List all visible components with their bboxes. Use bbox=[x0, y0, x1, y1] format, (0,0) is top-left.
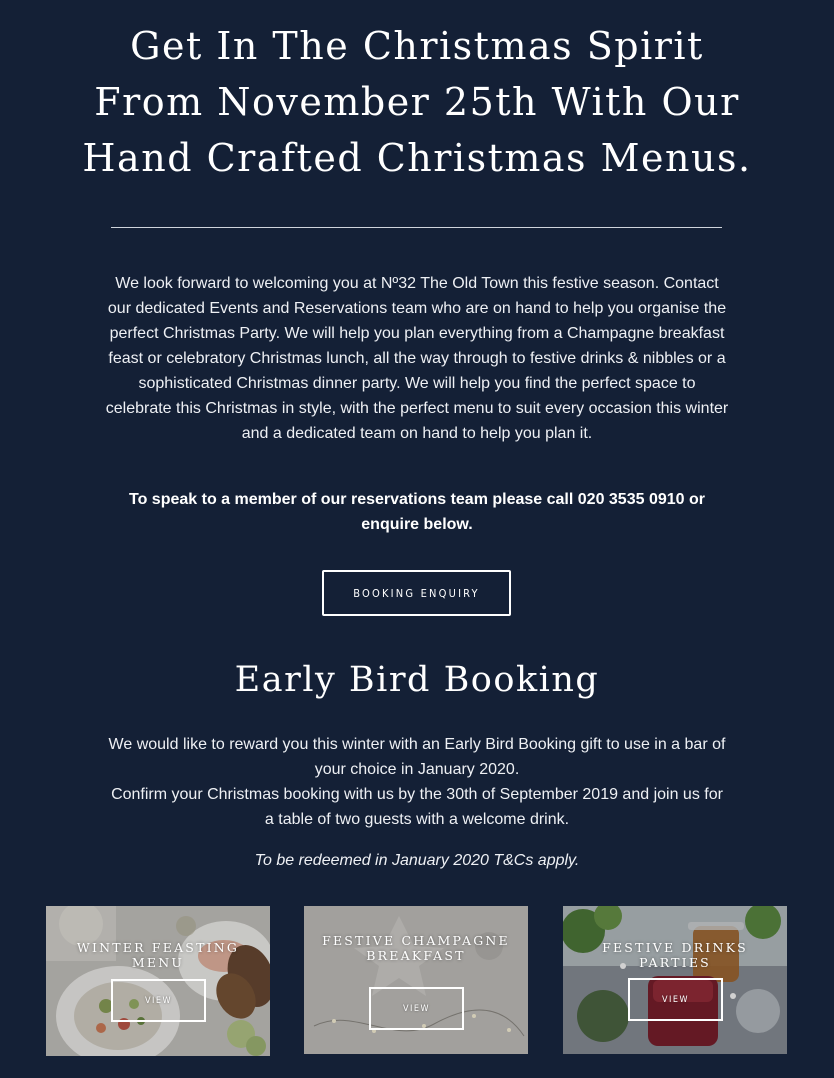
page-headline bbox=[60, 18, 774, 186]
section-divider bbox=[111, 227, 722, 228]
headline-line-1: Get In The Christmas Spirit bbox=[130, 24, 704, 68]
card-overlay bbox=[304, 906, 528, 1054]
booking-enquiry-button[interactable]: BOOKING ENQUIRY bbox=[322, 570, 511, 616]
card-title: FESTIVE CHAMPAGNE BREAKFAST bbox=[322, 933, 510, 963]
card-title: FESTIVE DRINKS PARTIES bbox=[602, 940, 748, 970]
card-view-button[interactable]: VIEW bbox=[628, 978, 723, 1021]
early-bird-line-1: We would like to reward you this winter with an Early Bird Booking gift to use in a bar of your choice in January 2020. bbox=[108, 736, 726, 778]
card-winter-feasting-menu[interactable] bbox=[46, 906, 270, 1056]
reservations-cta-text: To speak to a member of our reservations team please call 020 3535 0910 or enquire below. bbox=[129, 491, 705, 533]
early-bird-description bbox=[105, 732, 729, 832]
intro-paragraph: We look forward to welcoming you at Nº32 The Old Town this festive season. Contact our dedicated Events and Reservations team who are on hand to help you organise the perfect Christmas Party. We will help you plan everything from a Champagne breakfast feast or celebratory Christmas lunch, all the way through to festive drinks & nibbles or a sophisticated Christmas dinner party. We will help you find the perfect space to celebrate this Christmas in style, with the perfect menu to suit every occasion this winter and a dedicated team on hand to help you plan it. bbox=[105, 275, 729, 442]
card-title: WINTER FEASTING MENU bbox=[76, 940, 240, 970]
card-view-button[interactable]: VIEW bbox=[369, 987, 464, 1030]
headline-line-3: Hand Crafted Christmas Menus. bbox=[82, 136, 752, 180]
headline-line-2: From November 25th With Our bbox=[94, 80, 740, 124]
card-festive-champagne-breakfast[interactable] bbox=[304, 906, 528, 1054]
card-view-button[interactable]: VIEW bbox=[111, 979, 206, 1022]
early-bird-line-2: Confirm your Christmas booking with us by the 30th of September 2019 and join us for a table of two guests with a welcome drink. bbox=[111, 786, 723, 828]
early-bird-terms-note: To be redeemed in January 2020 T&Cs apply. bbox=[254, 852, 580, 869]
early-bird-title: Early Bird Booking bbox=[234, 660, 600, 700]
card-festive-drinks-parties[interactable] bbox=[563, 906, 787, 1054]
